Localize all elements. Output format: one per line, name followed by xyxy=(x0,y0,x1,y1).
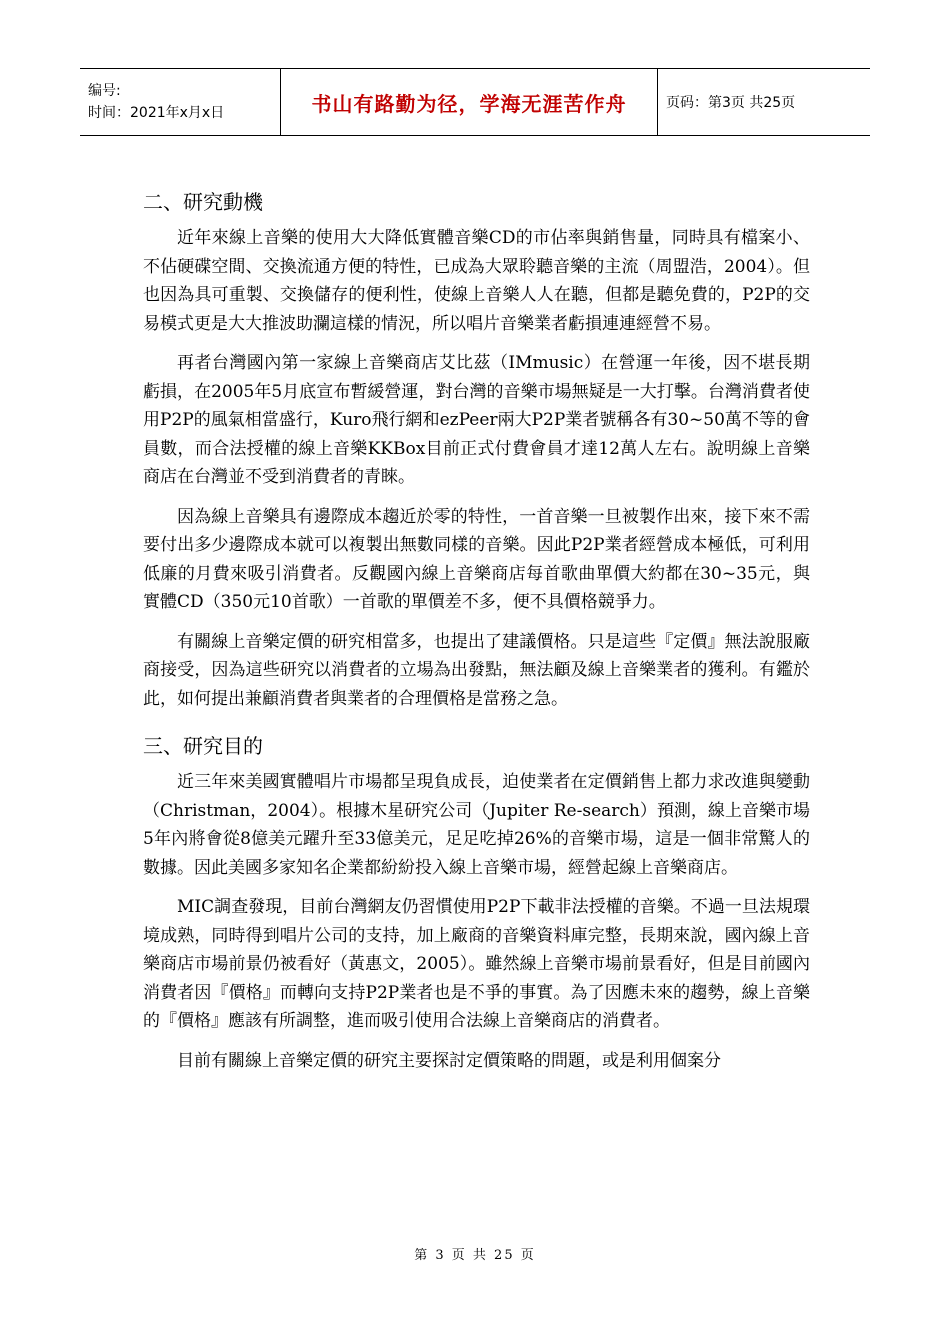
header-motto-cell xyxy=(281,69,658,136)
header-meta-cell xyxy=(80,69,281,136)
document-header xyxy=(80,68,870,136)
document-time-label: 时间：2021年x月x日 xyxy=(88,105,225,121)
header-page-cell xyxy=(658,69,871,136)
paragraph: 目前有關線上音樂定價的研究主要探討定價策略的問題，或是利用個案分 xyxy=(177,1050,721,1071)
paragraph: 近年來線上音樂的使用大大降低實體音樂CD的市佔率與銷售量，同時具有檔案小、不佔硬碟空間、交換流通方便的特性，已成為大眾聆聽音樂的主流（周盟浩，2004）。但也因為具可重製、交換儲存的便利性，使線上音樂人人在聽，但都是聽免費的，P2P的交易模式更是大大推波助瀾這樣的情況，所以唱片音樂業者虧損連連經營不易。 xyxy=(143,228,810,334)
paragraph: 近三年來美國實體唱片市場都呈現負成長，迫使業者在定價銷售上都力求改進與變動（Christman，2004）。根據木星研究公司（Jupiter Re-search）預測，線上音樂市場5年內將會從8億美元躍升至33億美元，足足吃掉26%的音樂市場，這是一個非常驚人的數據。因此美國多家知名企業都紛紛投入線上音樂市場，經營起線上音樂商店。 xyxy=(143,772,810,878)
page-footer: 第 3 页 共 25 页 xyxy=(414,1248,536,1263)
paragraph: 有關線上音樂定價的研究相當多，也提出了建議價格。只是這些『定價』無法說服廠商接受，因為這些研究以消費者的立場為出發點，無法顧及線上音樂業者的獲利。有鑑於此，如何提出兼顧消費者與業者的合理價格是當務之急。 xyxy=(143,631,810,709)
paragraph: 因為線上音樂具有邊際成本趨近於零的特性，一首音樂一旦被製作出來，接下來不需要付出多少邊際成本就可以複製出無數同樣的音樂。因此P2P業者經營成本極低，可利用低廉的月費來吸引消費者。反觀國內線上音樂商店每首歌曲單價大約都在30~35元，與實體CD（350元10首歌）一首歌的單價差不多，便不具價格競爭力。 xyxy=(143,506,810,612)
section-title-motivation: 二、研究動機 xyxy=(143,190,263,214)
header-motto: 书山有路勤为径，学海无涯苦作舟 xyxy=(311,91,627,116)
header-page-label: 页码：第3页 共25页 xyxy=(666,95,796,111)
paragraph: 再者台灣國內第一家線上音樂商店艾比茲（IMmusic）在營運一年後，因不堪長期虧損，在2005年5月底宣布暫緩營運，對台灣的音樂市場無疑是一大打擊。台灣消費者使用P2P的風氣相當盛行，Kuro飛行網和ezPeer兩大P2P業者號稱各有30~50萬不等的會員數，而合法授權的線上音樂KKBox目前正式付費會員才達12萬人左右。說明線上音樂商店在台灣並不受到消費者的青睞。 xyxy=(143,353,810,487)
paragraph: MIC調查發現，目前台灣網友仍習慣使用P2P下載非法授權的音樂。不過一旦法規環境成熟，同時得到唱片公司的支持，加上廠商的音樂資料庫完整，長期來說，國內線上音樂商店市場前景仍被看好（黃惠文，2005）。雖然線上音樂市場前景看好，但是目前國內消費者因『價格』而轉向支持P2P業者也是不爭的事實。為了因應未來的趨勢，線上音樂的『價格』應該有所調整，進而吸引使用合法線上音樂商店的消費者。 xyxy=(143,897,810,1031)
document-number-label: 编号: xyxy=(88,83,121,99)
document-body xyxy=(143,180,810,1086)
section-title-purpose: 三、研究目的 xyxy=(143,734,263,758)
